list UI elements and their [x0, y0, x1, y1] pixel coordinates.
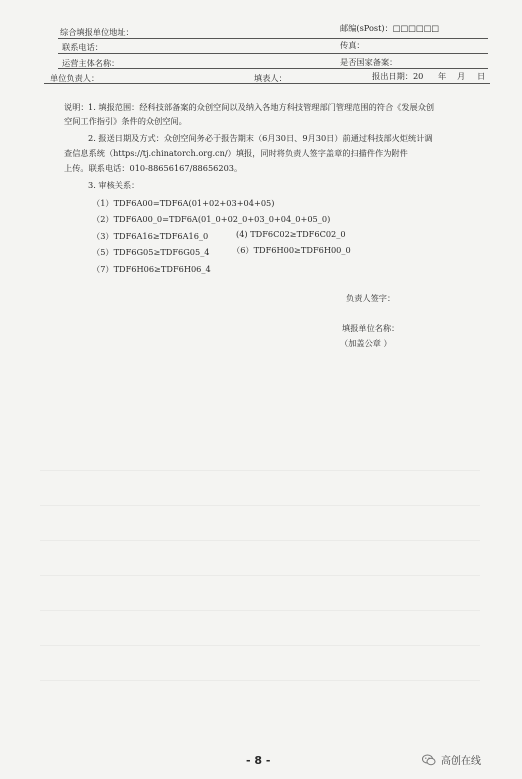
- audit-rule: （6）TDF6H00≥TDF6H00_0: [232, 245, 351, 255]
- divider-line: [58, 38, 488, 39]
- bleed-through-line: [40, 680, 480, 681]
- month-label: 月: [457, 71, 466, 81]
- divider-line: [58, 53, 488, 54]
- manager-label: 单位负责人：: [50, 73, 100, 83]
- report-date-label: 报出日期：20: [372, 71, 424, 81]
- notes-item1-line2: 空间工作指引》条件的众创空间。: [64, 116, 187, 126]
- bleed-through-line: [40, 645, 480, 646]
- notes-title: 说明：: [64, 102, 89, 112]
- notes-item3-title: 3. 审核关系：: [88, 180, 140, 190]
- notes-item2-line1: 2. 报送日期及方式：众创空间务必于报告期末（6月30日、9月30日）前通过科技部火炬统计调: [88, 133, 433, 143]
- audit-rule: （2）TDF6A00_0=TDF6A(01_0+02_0+03_0+04_0+05_0): [92, 214, 331, 224]
- operator-label: 运营主体名称：: [62, 58, 120, 68]
- bleed-through-line: [40, 540, 480, 541]
- seal-label: （加盖公章 ）: [340, 338, 392, 348]
- page-number: - 8 -: [246, 754, 271, 767]
- audit-rule: (4) TDF6C02≥TDF6C02_0: [236, 229, 346, 239]
- year-label: 年: [438, 71, 447, 81]
- postcode-label: 邮编(sPost)：□□□□□□: [340, 23, 440, 33]
- audit-rule: （3）TDF6A16≥TDF6A16_0: [92, 231, 209, 241]
- notes-item1-line1: 1. 填报范围：经科技部备案的众创空间以及纳入各地方科技管理部门管理范围的符合《发展众创: [88, 102, 435, 112]
- watermark-text: 高创在线: [441, 756, 481, 767]
- divider-line: [44, 83, 490, 84]
- audit-rule: （5）TDF6G05≥TDF6G05_4: [92, 247, 210, 257]
- audit-rule: （7）TDF6H06≥TDF6H06_4: [92, 264, 211, 274]
- day-label: 日: [477, 71, 486, 81]
- watermark: [422, 752, 481, 767]
- notes-item2-line3: 上传。联系电话：010-88656167/88656203。: [64, 163, 243, 173]
- bleed-through-line: [40, 505, 480, 506]
- divider-line: [58, 68, 488, 69]
- bleed-through-line: [40, 610, 480, 611]
- fax-label: 传真：: [340, 40, 365, 50]
- audit-rule: （1）TDF6A00=TDF6A(01+02+03+04+05): [92, 198, 275, 208]
- national-record-label: 是否国家备案：: [340, 57, 398, 67]
- phone-label: 联系电话：: [62, 42, 103, 52]
- bleed-through-line: [40, 470, 480, 471]
- wechat-icon: [422, 754, 436, 766]
- bleed-through-line: [40, 575, 480, 576]
- filler-label: 填表人：: [254, 73, 287, 83]
- address-label: 综合填报单位地址：: [60, 27, 134, 37]
- unit-name-label: 填报单位名称：: [342, 323, 400, 333]
- notes-item2-line2: 查信息系统（https://tj.chinatorch.org.cn/）填报，同时将负责人签字盖章的扫描件作为附件: [64, 148, 408, 158]
- responsible-signature-label: 负责人签字：: [346, 293, 396, 303]
